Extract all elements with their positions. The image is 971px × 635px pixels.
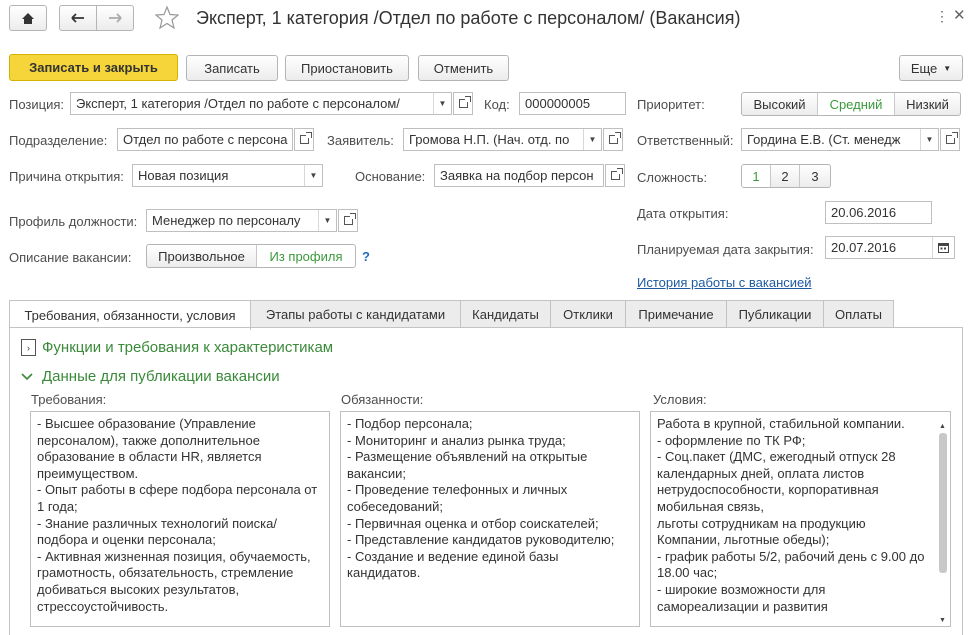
priority-toggle[interactable] (741, 92, 961, 116)
tab-candidates[interactable]: Кандидаты (460, 300, 551, 328)
priority-low[interactable]: Низкий (906, 96, 949, 112)
scroll-down-icon[interactable]: ▼ (939, 617, 946, 624)
basis-open-button[interactable] (605, 164, 625, 187)
requirements-label: Требования: (31, 392, 107, 407)
window-title: Эксперт, 1 категория /Отдел по работе с персоналом/ (Вакансия) (196, 8, 741, 28)
tab-publications[interactable]: Публикации (726, 300, 824, 328)
description-option-free[interactable]: Произвольное (147, 245, 257, 267)
complexity-label: Сложность: (637, 170, 708, 185)
division-value: Отдел по работе с персона (123, 132, 288, 147)
position-label: Позиция: (9, 97, 65, 112)
reason-value: Новая позиция (138, 168, 229, 183)
responsible-open-button[interactable] (940, 128, 960, 151)
dropdown-icon[interactable]: ▼ (318, 210, 336, 231)
conditions-label: Условия: (653, 392, 707, 407)
description-option-profile[interactable]: Из профиля (257, 245, 355, 267)
applicant-open-button[interactable] (603, 128, 623, 151)
open-date-value: 20.06.2016 (831, 205, 897, 220)
tab-payments[interactable]: Оплаты (823, 300, 894, 328)
position-field[interactable] (70, 92, 452, 115)
open-date-field[interactable] (825, 201, 932, 224)
code-label: Код: (484, 97, 510, 112)
arrow-right-icon (108, 13, 122, 23)
more-menu-icon[interactable]: ⋮ (935, 8, 950, 24)
responsible-value: Гордина Е.В. (Ст. менедж (747, 132, 901, 147)
arrow-left-icon (71, 13, 85, 23)
close-date-field[interactable] (825, 236, 955, 259)
complexity-3[interactable]: 3 (811, 168, 819, 184)
position-value: Эксперт, 1 категория /Отдел по работе с персоналом/ (76, 96, 400, 111)
tab-stages[interactable]: Этапы работы с кандидатами (250, 300, 461, 328)
complexity-1[interactable]: 1 (742, 165, 771, 187)
applicant-value: Громова Н.П. (Нач. отд. по (409, 132, 570, 147)
code-value: 000000005 (525, 96, 591, 111)
forward-button[interactable] (96, 5, 134, 31)
chevron-down-icon (21, 373, 33, 381)
tab-bar (9, 300, 893, 328)
close-date-value: 20.07.2016 (831, 240, 897, 255)
profile-value: Менеджер по персоналу (152, 213, 301, 228)
back-button[interactable] (59, 5, 97, 31)
open-icon (609, 135, 618, 144)
group-functions-title: Функции и требования к характеристикам (42, 339, 334, 356)
close-icon[interactable]: ✕ (953, 7, 966, 24)
dropdown-icon[interactable]: ▼ (920, 129, 938, 150)
open-icon (459, 99, 468, 108)
tab-requirements[interactable]: Требования, обязанности, условия (9, 300, 251, 330)
scrollbar-thumb[interactable] (939, 433, 947, 573)
expand-icon[interactable]: › (21, 339, 36, 356)
open-icon (300, 135, 309, 144)
close-date-label: Планируемая дата закрытия: (637, 242, 814, 257)
division-field[interactable] (117, 128, 293, 151)
division-label: Подразделение: (9, 133, 108, 148)
duties-textarea[interactable]: - Подбор персонала; - Мониторинг и анализ рынка труда; - Размещение объявлений на открытые вакансии; - Проведение телефонных и личных собеседований; - Первичная оценка и отбор соискателей; - Представление кандидатов руководителю; - Создание и ведение единой базы кандидатов. (340, 411, 640, 627)
reason-field[interactable] (132, 164, 323, 187)
priority-medium[interactable]: Средний (818, 93, 895, 115)
profile-label: Профиль должности: (9, 214, 138, 229)
group-publication[interactable] (21, 368, 280, 385)
description-label: Описание вакансии: (9, 250, 132, 265)
chevron-down-icon: ▼ (943, 63, 952, 73)
position-open-button[interactable] (453, 92, 473, 115)
group-publication-title: Данные для публикации вакансии (42, 368, 280, 385)
open-icon (344, 216, 353, 225)
responsible-field[interactable] (741, 128, 939, 151)
dropdown-icon[interactable]: ▼ (583, 129, 601, 150)
open-icon (946, 135, 955, 144)
profile-open-button[interactable] (338, 209, 358, 232)
group-functions[interactable] (21, 339, 333, 356)
favorite-star-icon[interactable] (155, 6, 179, 32)
priority-label: Приоритет: (637, 97, 705, 112)
open-icon (611, 171, 620, 180)
complexity-2[interactable]: 2 (771, 165, 800, 187)
dropdown-icon[interactable]: ▼ (433, 93, 451, 114)
dropdown-icon[interactable]: ▼ (304, 165, 322, 186)
tab-responses[interactable]: Отклики (550, 300, 626, 328)
scrollbar[interactable] (937, 423, 948, 624)
home-button[interactable] (9, 5, 47, 31)
history-link[interactable]: История работы с вакансией (637, 275, 812, 290)
more-label: Еще (910, 60, 938, 76)
help-icon[interactable]: ? (362, 249, 370, 264)
responsible-label: Ответственный: (637, 133, 734, 148)
home-icon (21, 12, 35, 25)
save-close-button[interactable]: Записать и закрыть (9, 54, 178, 81)
basis-field[interactable] (434, 164, 604, 187)
complexity-toggle[interactable] (741, 164, 831, 188)
basis-label: Основание: (355, 169, 426, 184)
calendar-icon[interactable] (932, 237, 954, 258)
more-button[interactable] (899, 55, 963, 81)
applicant-label: Заявитель: (327, 133, 394, 148)
code-field[interactable] (519, 92, 626, 115)
division-open-button[interactable] (294, 128, 314, 151)
suspend-button[interactable]: Приостановить (285, 55, 409, 81)
applicant-field[interactable] (403, 128, 602, 151)
open-date-label: Дата открытия: (637, 206, 729, 221)
reason-label: Причина открытия: (9, 169, 124, 184)
conditions-textarea[interactable]: Работа в крупной, стабильной компании. - оформление по ТК РФ; - Соц.пакет (ДМС, ежегодный отпуск 28 календарных дней, оплата листов нетрудоспособности, корпоративная мобильная связь, льготы сотрудникам на продукцию Компании, льготные обеды); - график работы 5/2, рабочий день с 9.00 до 18.00 час; - широкие возможности для самореализации и развития (650, 411, 951, 627)
requirements-textarea[interactable]: - Высшее образование (Управление персоналом), также дополнительное образование в области HR, является преимуществом. - Опыт работы в сфере подбора персонала от 1 года; - Знание различных технологий поиска/подбора и оценки персонала; - Активная жизненная позиция, обучаемость, грамотность, обязательность, стремление добиваться высоких результатов, стрессоустойчивость. (30, 411, 330, 627)
profile-field[interactable] (146, 209, 337, 232)
cancel-button[interactable]: Отменить (418, 55, 509, 81)
description-toggle[interactable] (146, 244, 356, 268)
save-button[interactable]: Записать (186, 55, 278, 81)
priority-high[interactable]: Высокий (742, 93, 818, 115)
basis-value: Заявка на подбор персон (440, 168, 594, 183)
duties-label: Обязанности: (341, 392, 424, 407)
scroll-up-icon[interactable]: ▲ (939, 423, 946, 430)
tab-notes[interactable]: Примечание (625, 300, 727, 328)
